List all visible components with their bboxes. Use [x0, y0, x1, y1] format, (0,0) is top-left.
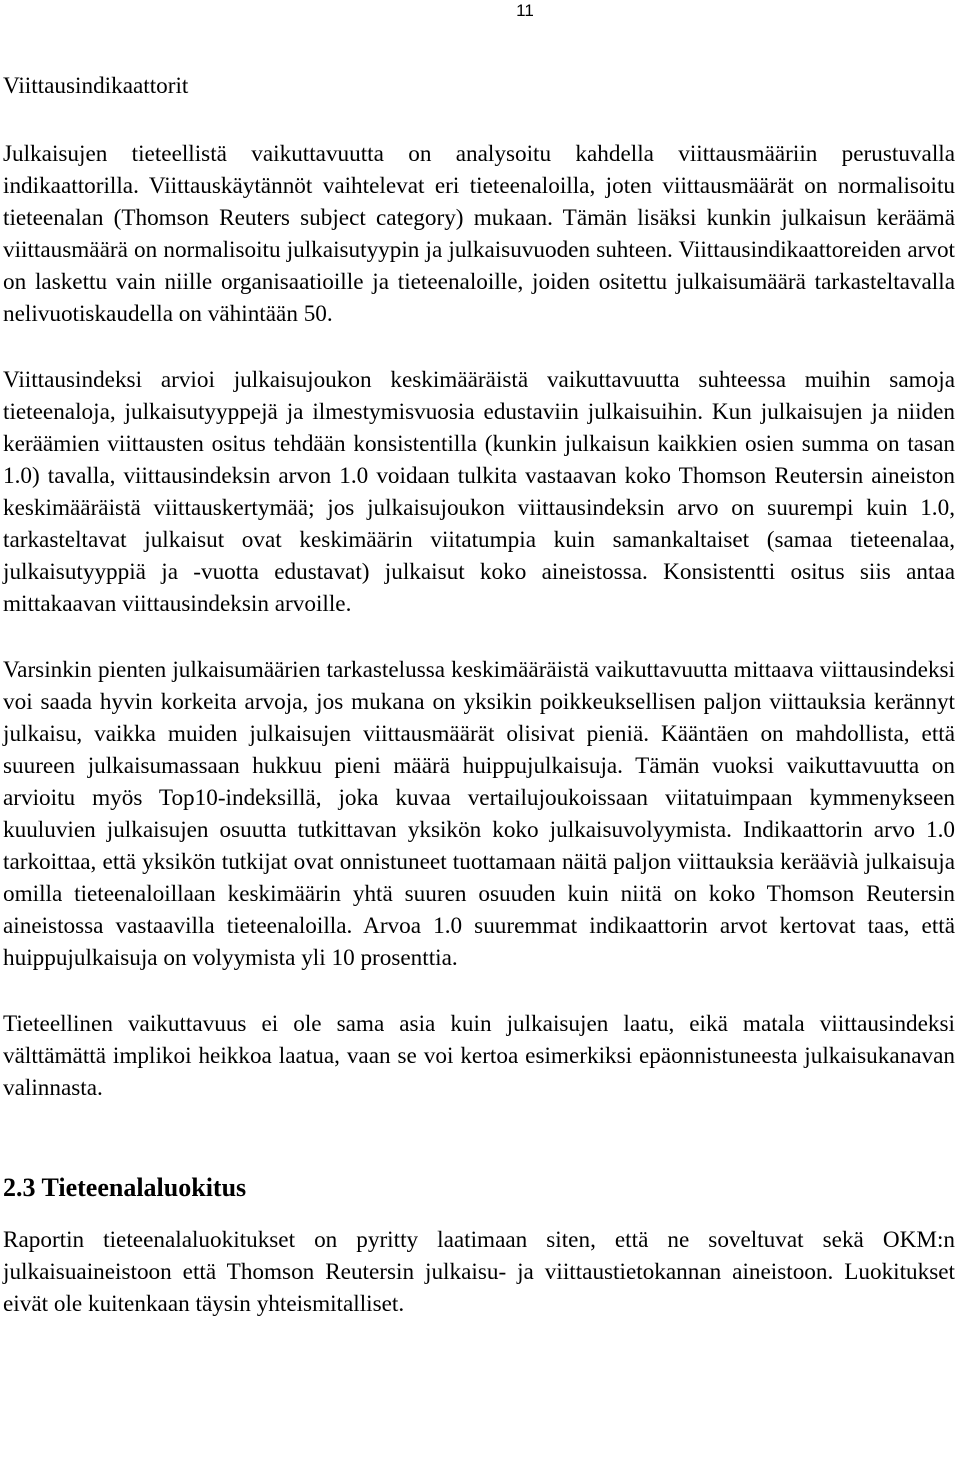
- paragraph-field-classification: Raportin tieteenalaluokitukset on pyritty laatimaan siten, että ne soveltuvat sekä OKM:n julkaisuaineistoon että Thomson Reutersin julkaisu- ja viittaustietokannan aineistoon. Luokitukset eivät ole kuitenkaan täysin yhteismitalliset.: [3, 1227, 955, 1317]
- paragraph-top10-index: Varsinkin pienten julkaisumäärien tarkastelussa keskimääräistä vaikuttavuutta mittaava viittausindeksi voi saada hyvin korkeita arvoja, jos mukana on yksikin poikkeuksellisen paljon viittauksia kerännyt julkaisu, vaikka muiden julkaisujen viittausmäärät olisivat pieniä. Kääntäen on mahdollista, että suureen julkaisumassaan hukkuu pieni määrä huippujulkaisuja. Tämän vuoksi vaikuttavuutta on arvioitu myös Top10-indeksillä, joka kuvaa vertailujoukoissaan viitatuimpaan kymmenykseen kuuluvien julkaisujen osuutta tutkittavan yksikön koko julkaisuvolyymista. Indikaattorin arvo 1.0 tarkoittaa, että yksikön tutkijat ovat onnistuneet tuottamaan näitä paljon viittauksia keräävià julkaisuja omilla tieteenaloillaan keskimäärin yhtä suuren osuuden kuin niitä on koko Thomson Reutersin aineistossa vastaavilla tieteenaloilla. Arvoa 1.0 suuremmat indikaattorin arvot kertovat taas, että huippujulkaisuja on volyymista yli 10 prosenttia.: [3, 657, 955, 971]
- paragraph-citation-index: Viittausindeksi arvioi julkaisujoukon keskimääräistä vaikuttavuutta suhteessa muihin samoja tieteenaloja, julkaisutyyppejä ja ilmestymisvuosia edustaviin julkaisuihin. Kun julkaisujen ja niiden keräämien viittausten ositus tehdään konsistentilla (kunkin julkaisun kaikkien osien summa on tasan 1.0) tavalla, viittausindeksin arvon 1.0 voidaan tulkita vastaavan koko Thomson Reutersin aineiston keskimääräistä viittauskertymää; jos julkaisujoukon viittausindeksin arvo on suurempi kuin 1.0, tarkasteltavat julkaisut ovat keskimäärin viitatumpia kuin samankaltaiset (samaa tieteenalaa, julkaisutyyppiä ja -vuotta edustavat) julkaisut koko aineistossa. Konsistentti ositus siis antaa mittakaavan viittausindeksin arvoille.: [3, 367, 955, 617]
- document-body: [3, 70, 955, 1320]
- paragraph-impact-vs-quality: Tieteellinen vaikuttavuus ei ole sama asia kuin julkaisujen laatu, eikä matala viittausindeksi välttämättä implikoi heikkoa laatua, vaan se voi kertoa esimerkiksi epäonnistuneesta julkaisukanavan valinnasta.: [3, 1011, 955, 1101]
- page-number: 11: [516, 1, 534, 20]
- subheading-citation-indicators: Viittausindikaattorit: [3, 73, 189, 99]
- section-heading: [3, 1164, 955, 1216]
- section-title: Tieteenalaluokitus: [41, 1173, 247, 1202]
- section-number: 2.3: [3, 1173, 36, 1202]
- paragraph-normalization: Julkaisujen tieteellistä vaikuttavuutta on analysoitu kahdella viittausmääriin perustuvalla indikaattorilla. Viittauskäytännöt vaihtelevat eri tieteenaloilla, joten viittausmäärät on normalisoitu tieteenalan (Thomson Reuters subject category) mukaan. Tämän lisäksi kunkin julkaisun keräämä viittausmäärä on normalisoitu julkaisutyypin ja julkaisuvuoden suhteen. Viittausindikaattoreiden arvot on laskettu vain niille organisaatioille ja tieteenaloille, joiden ositettu julkaisumäärä tarkasteltavalla nelivuotiskaudella on vähintään 50.: [3, 141, 955, 327]
